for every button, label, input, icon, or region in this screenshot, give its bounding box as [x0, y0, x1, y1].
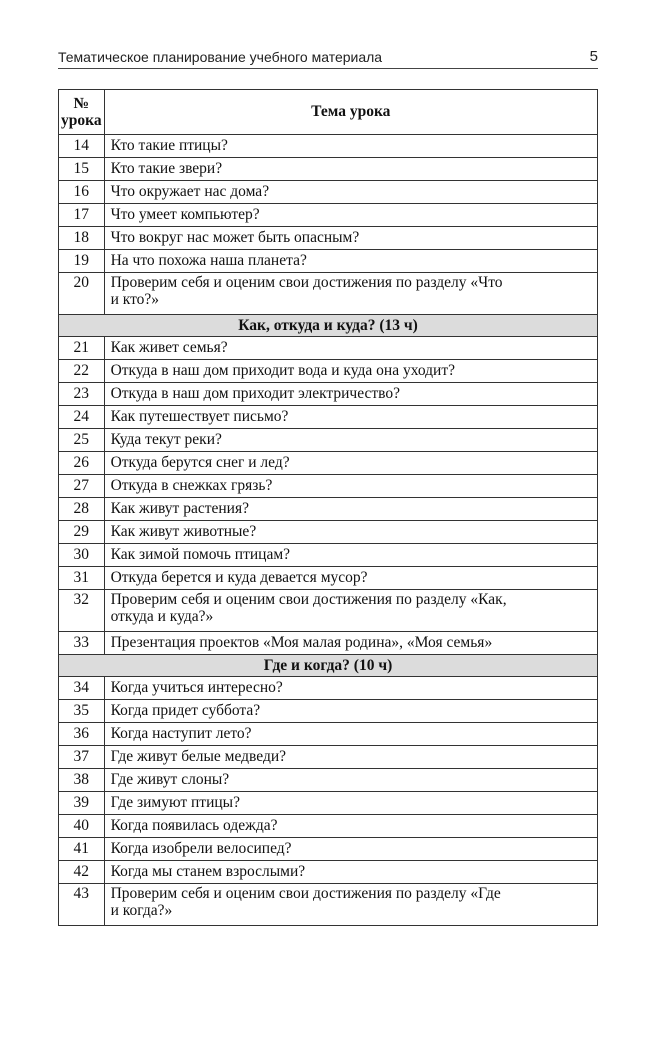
table-row	[59, 544, 598, 567]
table-row	[59, 135, 598, 158]
table-row	[59, 498, 598, 521]
table-row	[59, 769, 598, 792]
lesson-topic: Где живут белые медведи?	[104, 746, 597, 769]
section-row	[59, 655, 598, 677]
lesson-number: 28	[59, 498, 105, 521]
table-row	[59, 158, 598, 181]
lesson-number: 35	[59, 700, 105, 723]
lesson-topic: Куда текут реки?	[104, 429, 597, 452]
lesson-topic-line2: и когда?»	[110, 902, 173, 919]
lesson-number: 29	[59, 521, 105, 544]
table-row	[59, 475, 598, 498]
lesson-number: 34	[59, 677, 105, 700]
lesson-number-header-line2: урока	[61, 112, 102, 129]
lesson-number: 33	[59, 632, 105, 655]
lesson-topic: Где живут слоны?	[104, 769, 597, 792]
lesson-number: 37	[59, 746, 105, 769]
lesson-topic: Откуда в снежках грязь?	[104, 475, 597, 498]
table-row	[59, 746, 598, 769]
table-row	[59, 884, 598, 926]
table-row	[59, 383, 598, 406]
lesson-number: 26	[59, 452, 105, 475]
lesson-number: 38	[59, 769, 105, 792]
lesson-number-header	[59, 90, 105, 135]
lesson-topic: Где зимуют птицы?	[104, 792, 597, 815]
lesson-topic: Когда учиться интересно?	[104, 677, 597, 700]
lesson-number: 31	[59, 567, 105, 590]
lesson-number: 19	[59, 250, 105, 273]
page-number: 5	[589, 48, 598, 65]
table-header-row	[59, 90, 598, 135]
lesson-number: 24	[59, 406, 105, 429]
table-row	[59, 632, 598, 655]
table-row	[59, 250, 598, 273]
table-row	[59, 590, 598, 632]
lesson-number: 32	[59, 590, 105, 632]
lesson-topic: Откуда берутся снег и лед?	[104, 452, 597, 475]
table-row	[59, 723, 598, 746]
lesson-topic: Когда наступит лето?	[104, 723, 597, 746]
lesson-topic	[104, 884, 597, 926]
lesson-number: 16	[59, 181, 105, 204]
section-row	[59, 315, 598, 337]
lesson-topic: Когда изобрели велосипед?	[104, 838, 597, 861]
lesson-topic: Как живет семья?	[104, 337, 597, 360]
lesson-number: 41	[59, 838, 105, 861]
lesson-topic-line2: и кто?»	[110, 291, 160, 308]
lesson-topic-line1: Проверим себя и оценим свои достижения по разделу «Где	[110, 885, 501, 902]
lesson-number: 22	[59, 360, 105, 383]
running-head	[58, 48, 598, 69]
lesson-number: 21	[59, 337, 105, 360]
table-row	[59, 567, 598, 590]
lesson-topic: Что вокруг нас может быть опасным?	[104, 227, 597, 250]
lesson-number: 42	[59, 861, 105, 884]
section-title: Как, откуда и куда? (13 ч)	[59, 315, 598, 337]
table-row	[59, 360, 598, 383]
table-row	[59, 429, 598, 452]
table-row	[59, 838, 598, 861]
lesson-number: 39	[59, 792, 105, 815]
lesson-number: 40	[59, 815, 105, 838]
lesson-number: 23	[59, 383, 105, 406]
lesson-topic: Как живут растения?	[104, 498, 597, 521]
table-row	[59, 273, 598, 315]
running-head-title: Тематическое планирование учебного материала	[58, 49, 383, 65]
lesson-number: 36	[59, 723, 105, 746]
lesson-number: 15	[59, 158, 105, 181]
lesson-plan-table	[58, 89, 598, 926]
lesson-topic: Кто такие звери?	[104, 158, 597, 181]
lesson-topic: Презентация проектов «Моя малая родина», «Моя семья»	[104, 632, 597, 655]
lesson-topic: Когда придет суббота?	[104, 700, 597, 723]
table-row	[59, 677, 598, 700]
lesson-number: 17	[59, 204, 105, 227]
table-row	[59, 815, 598, 838]
lesson-number: 25	[59, 429, 105, 452]
lesson-topic: На что похожа наша планета?	[104, 250, 597, 273]
lesson-number: 27	[59, 475, 105, 498]
lesson-topic-line1: Проверим себя и оценим свои достижения по разделу «Как,	[110, 591, 507, 608]
lesson-number-header-line1: №	[73, 95, 90, 112]
lesson-number: 18	[59, 227, 105, 250]
lesson-topic	[104, 590, 597, 632]
lesson-number: 14	[59, 135, 105, 158]
section-title: Где и когда? (10 ч)	[59, 655, 598, 677]
lesson-topic: Откуда в наш дом приходит электричество?	[104, 383, 597, 406]
lesson-topic: Как путешествует письмо?	[104, 406, 597, 429]
table-row	[59, 452, 598, 475]
lesson-topic: Когда мы станем взрослыми?	[104, 861, 597, 884]
lesson-topic: Что умеет компьютер?	[104, 204, 597, 227]
lesson-topic: Кто такие птицы?	[104, 135, 597, 158]
lesson-topic-header: Тема урока	[104, 90, 597, 135]
lesson-topic: Когда появилась одежда?	[104, 815, 597, 838]
table-row	[59, 337, 598, 360]
table-row	[59, 204, 598, 227]
lesson-topic: Что окружает нас дома?	[104, 181, 597, 204]
table-row	[59, 861, 598, 884]
lesson-number: 30	[59, 544, 105, 567]
lesson-number: 20	[59, 273, 105, 315]
lesson-topic: Откуда берется и куда девается мусор?	[104, 567, 597, 590]
lesson-number: 43	[59, 884, 105, 926]
table-row	[59, 406, 598, 429]
lesson-topic	[104, 273, 597, 315]
table-row	[59, 700, 598, 723]
lesson-topic: Как живут животные?	[104, 521, 597, 544]
lesson-topic-line1: Проверим себя и оценим свои достижения по разделу «Что	[110, 274, 503, 291]
lesson-topic: Откуда в наш дом приходит вода и куда она уходит?	[104, 360, 597, 383]
table-row	[59, 521, 598, 544]
table-row	[59, 792, 598, 815]
lesson-topic-line2: откуда и куда?»	[110, 608, 214, 625]
lesson-topic: Как зимой помочь птицам?	[104, 544, 597, 567]
table-row	[59, 181, 598, 204]
table-row	[59, 227, 598, 250]
